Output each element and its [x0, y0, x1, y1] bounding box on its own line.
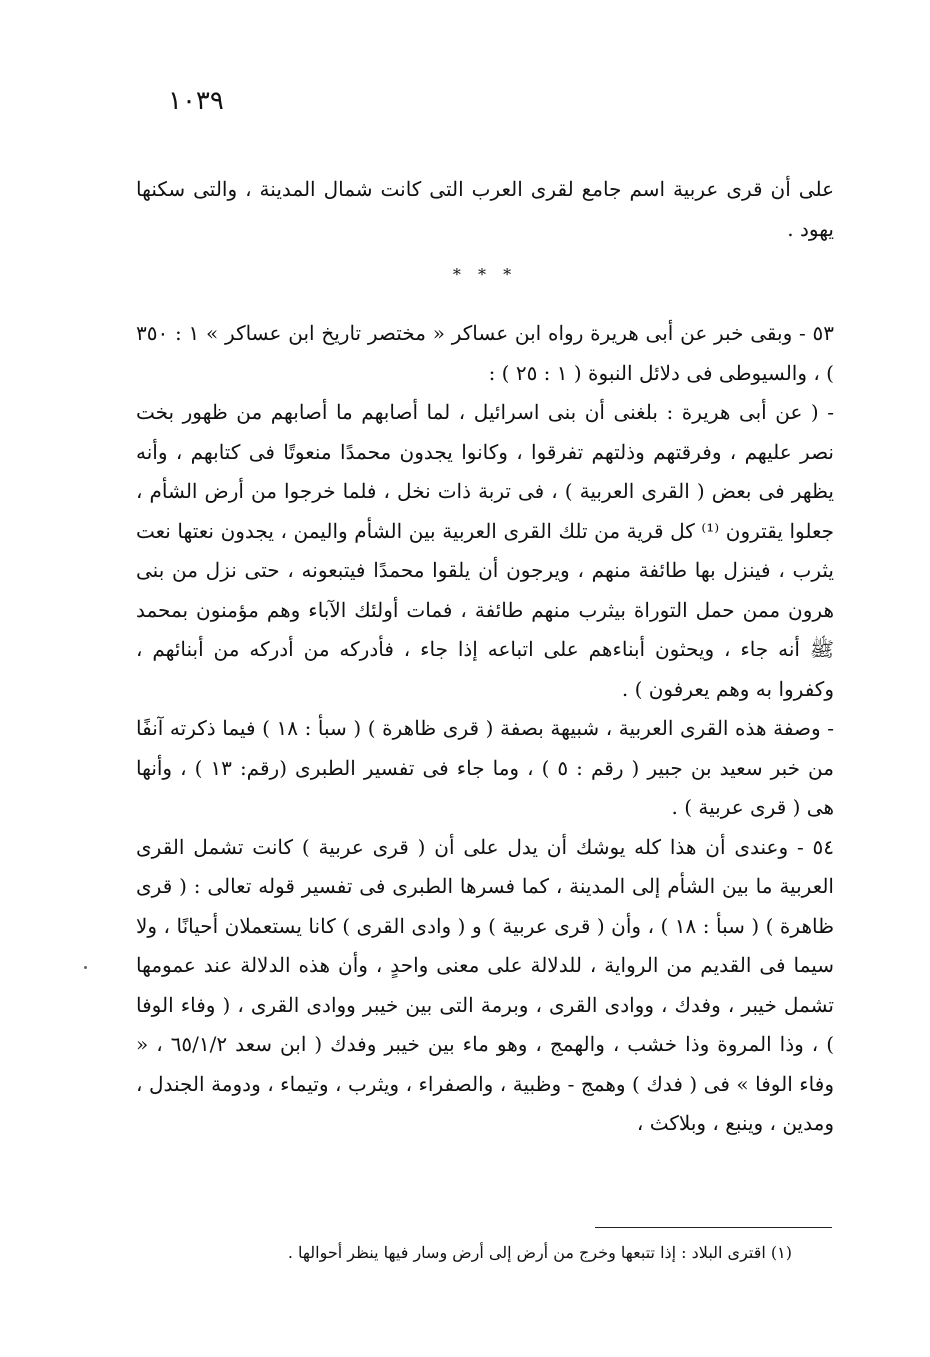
intro-paragraph-block — [136, 170, 834, 249]
paragraph-abu-hurayra-quote: - ( عن أبى هريرة : بلغنى أن بنى اسرائيل ، لما أصابهم ما أصابهم من ظهور بخت نصر عليهم ، وفرقتهم وذلتهم تفرقوا ، وكانوا يجدون محمدًا منعوتًا فى كتابهم ، وأنه يظهر فى بعض ( القرى العربية ) ، فى تربة ذات نخل ، فلما خرجوا من أرض الشأم ، جعلوا يقترون ⁽¹⁾ كل قرية من تلك القرى العربية بين الشأم واليمن ، يجدون نعتها نعت يثرب ، فينزل بها طائفة منهم ، ويرجون أن يلقوا محمدًا فيتبعونه ، حتى نزل من بنى هرون ممن حمل التوراة بيثرب منهم طائفة ، فمات أولئك الآباء وهم مؤمنون بمحمد ﷺ أنه جاء ، ويحثون أبناءهم على اتباعه إذا جاء ، فأدركه من أدركه من أبنائهم ، وكفروا به وهم يعرفون ) . — [136, 400, 834, 701]
paragraph-54: ٥٤ - وعندى أن هذا كله يوشك أن يدل على أن ( قرى عربية ) كانت تشمل القرى العربية ما بين الشأم إلى المدينة ، كما فسرها الطبرى فى تفسير قوله تعالى : ( قرى ظاهرة ) ( سبأ : ١٨ ) ، وأن ( قرى عربية ) و ( وادى القرى ) كانا يستعملان أحيانًا ، ولا سيما فى القديم من الرواية ، للدلالة على معنى واحدٍ ، وأن هذه الدلالة عند عمومها تشمل خيبر ، وفدك ، ووادى القرى ، وبرمة التى بين خيبر ووادى القرى ، ( وفاء الوفا ) ، وذا المروة وذا خشب ، والهمج ، وهو ماء بين خيبر وفدك ( ابن سعد ٦٥/١/٢ ، « وفاء الوفا » فى ( فدك ) وهمج - وظبية ، والصفراء ، ويثرب ، وتيماء ، ودومة الجندل ، ومدين ، وينبع ، وبلاكث ، — [136, 834, 835, 1135]
footnote-divider — [595, 1227, 832, 1228]
page-number: ١٠٣٩ — [168, 86, 224, 116]
margin-mark — [84, 966, 87, 969]
paragraph-description: - وصفة هذه القرى العربية ، شبيهة بصفة ( قرى ظاهرة ) ( سبأ : ١٨ ) فيما ذكرته آنفًا من خبر سعيد بن جبير ( رقم : ٥ ) ، وما جاء فى تفسير الطبرى (رقم: ١٣ ) ، وأنها هى ( قرى عربية ) . — [136, 716, 834, 819]
paragraph-53-intro: ٥٣ - وبقى خبر عن أبى هريرة رواه ابن عساكر « مختصر تاريخ ابن عساكر » ١ : ٣٥٠ ) ، والسيوطى فى دلائل النبوة ( ١ : ٢٥ ) : — [136, 321, 835, 385]
section-separator: * * * — [452, 265, 518, 284]
main-text-block — [136, 314, 834, 1144]
intro-paragraph: على أن قرى عربية اسم جامع لقرى العرب التى كانت شمال المدينة ، والتى سكنها يهود . — [136, 177, 834, 241]
footnote: (١) اقترى البلاد : إذا تتبعها وخرج من أرض إلى أرض وسار فيها ينظر أحوالها . — [287, 1243, 792, 1262]
